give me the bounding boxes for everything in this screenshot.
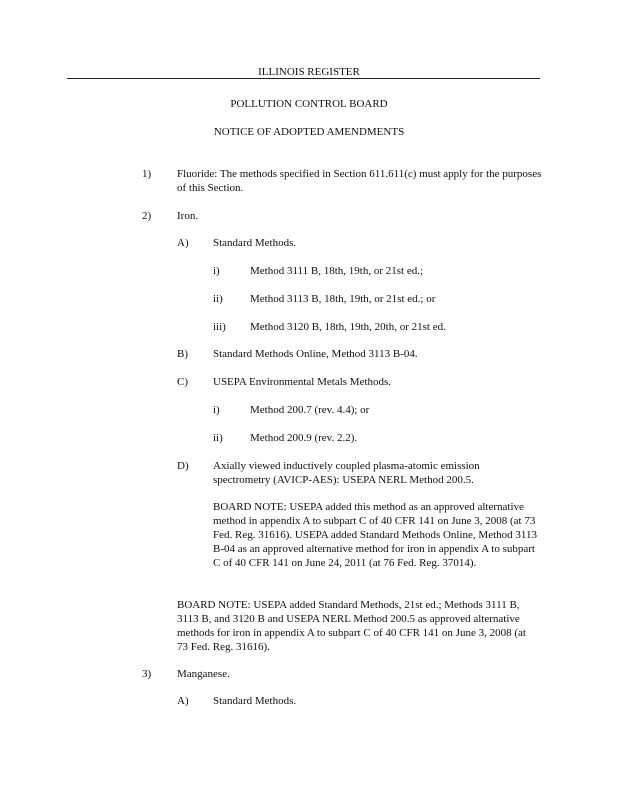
item-3a-number: A) bbox=[177, 695, 189, 707]
item-2a-number: A) bbox=[177, 237, 189, 249]
item-2a-iii-text: Method 3120 B, 18th, 19th, 20th, or 21st ed. bbox=[250, 321, 446, 333]
item-2-label: Iron. bbox=[177, 210, 199, 222]
item-2a-ii-number: ii) bbox=[213, 293, 223, 305]
item-3a-label: Standard Methods. bbox=[213, 695, 297, 707]
item-2c-number: C) bbox=[177, 376, 188, 388]
item-3-number: 3) bbox=[142, 668, 152, 680]
item-2c-label: USEPA Environmental Metals Methods. bbox=[213, 376, 392, 388]
item-2a-iii-number: iii) bbox=[213, 321, 226, 333]
item-2a-ii-text: Method 3113 B, 18th, 19th, or 21st ed.; or bbox=[250, 293, 436, 305]
item-1-number: 1) bbox=[142, 168, 152, 180]
item-2c-ii-number: ii) bbox=[213, 432, 223, 444]
item-2d-number: D) bbox=[177, 460, 189, 472]
item-2c-i-number: i) bbox=[213, 404, 220, 416]
item-1-text: Fluoride: The methods specified in Section 611.611(c) must apply for the purposes of this Section. bbox=[177, 168, 542, 194]
item-2-number: 2) bbox=[142, 210, 152, 222]
item-2a-i-text: Method 3111 B, 18th, 19th, or 21st ed.; bbox=[250, 265, 424, 277]
notice-title: NOTICE OF ADOPTED AMENDMENTS bbox=[213, 126, 405, 138]
item-2c-ii-text: Method 200.9 (rev. 2.2). bbox=[250, 432, 358, 444]
item-2d-text: Axially viewed inductively coupled plasma-atomic emission spectrometry (AVICP-AES): USEPA NERL Method 200.5. bbox=[213, 460, 480, 486]
item-2b-number: B) bbox=[177, 348, 188, 360]
header-rule bbox=[67, 78, 540, 79]
item-2b-text: Standard Methods Online, Method 3113 B-04. bbox=[213, 348, 418, 360]
item-2a-label: Standard Methods. bbox=[213, 237, 297, 249]
item-2c-i-text: Method 200.7 (rev. 4.4); or bbox=[250, 404, 370, 416]
register-title: ILLINOIS REGISTER bbox=[258, 66, 360, 78]
item-2a-i-number: i) bbox=[213, 265, 220, 277]
board-title: POLLUTION CONTROL BOARD bbox=[230, 98, 388, 110]
item-2d-board-note: BOARD NOTE: USEPA added this method as an approved alternative method in appendix A to subpart C of 40 CFR 141 on June 3, 2008 (at 73 Fed. Reg. 31616). USEPA added Standard Methods Online, Method 3113 B-04 as an approved alternative method for iron in appendix A to subpart C of 40 CFR 141 on June 24, 2011 (at 76 Fed. Reg. 37014). bbox=[213, 501, 537, 569]
item-2-board-note: BOARD NOTE: USEPA added Standard Methods, 21st ed.; Methods 3111 B, 3113 B, and 3120 B and USEPA NERL Method 200.5 as approved alternative methods for iron in appendix A to subpart C of 40 CFR 141 on June 3, 2008 (at 73 Fed. Reg. 31616). bbox=[177, 599, 526, 653]
item-3-label: Manganese. bbox=[177, 668, 230, 680]
